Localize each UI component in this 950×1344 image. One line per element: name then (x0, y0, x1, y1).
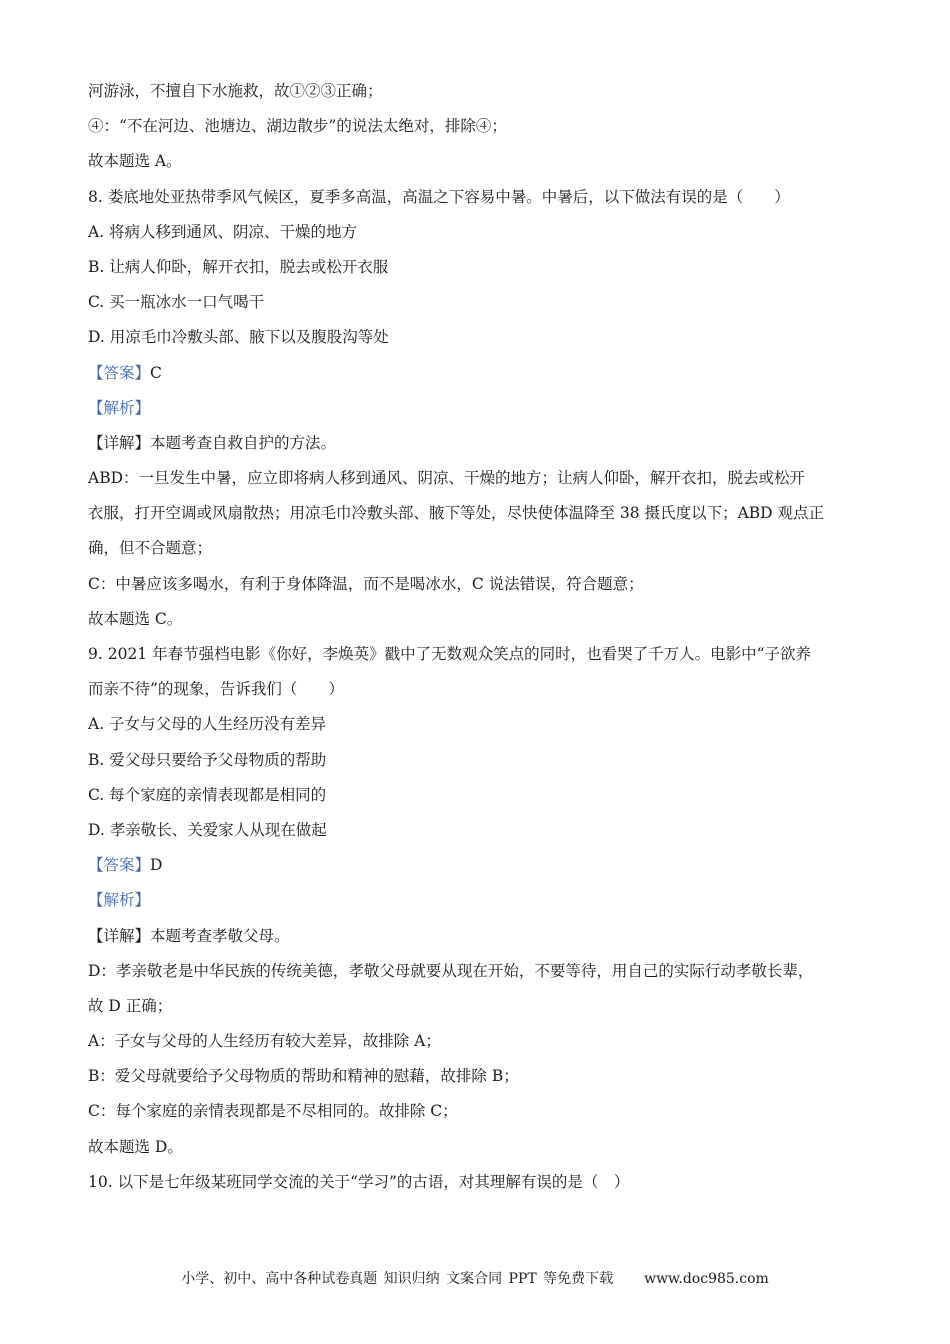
question-8-option-a: A. 将病人移到通风、阴凉、干燥的地方 (88, 222, 358, 241)
question-9-option-b: B. 爱父母只要给予父母物质的帮助 (88, 750, 327, 769)
analysis-tag: 【解析】 (88, 891, 151, 910)
text-line: 确，但不合题意； (88, 539, 213, 558)
question-10-stem: 10. 以下是七年级某班同学交流的关于“学习”的古语，对其理解有误的是（ ） (88, 1172, 630, 1191)
question-8-option-c: C. 买一瓶冰水一口气喝干 (88, 293, 265, 312)
text-line: C：中暑应该多喝水，有利于身体降温，而不是喝冰水，C 说法错误，符合题意； (88, 574, 644, 593)
answer-tag: 【答案】 (88, 363, 151, 382)
question-8-option-d: D. 用凉毛巾冷敷头部、腋下以及腹股沟等处 (88, 328, 389, 347)
text-line: 故本题选 D。 (88, 1137, 183, 1156)
text-line: 河游泳，不擅自下水施救，故①②③正确； (88, 82, 383, 100)
question-9-answer (88, 848, 878, 883)
question-8-answer (88, 356, 878, 391)
question-9-option-d: D. 孝亲敬长、关爱家人从现在做起 (88, 820, 327, 839)
question-9-stem: 9. 2021 年春节强档电影《你好，李焕英》戳中了无数观众笑点的同时，也看哭了千万人。电影中“子欲养 (88, 645, 812, 663)
text-line: B：爱父母就要给予父母物质的帮助和精神的慰藉，故排除 B； (88, 1067, 519, 1086)
question-8-option-b: B. 让病人仰卧，解开衣扣，脱去或松开衣服 (88, 257, 389, 276)
question-9-option-c: C. 每个家庭的亲情表现都是相同的 (88, 785, 327, 804)
page-footer (0, 1268, 950, 1288)
analysis-tag: 【解析】 (88, 398, 151, 417)
text-line: 衣服，打开空调或风扇散热；用凉毛巾冷敷头部、腋下等处，尽快使体温降至 38 摄氏度以下；ABD 观点正 (88, 504, 825, 523)
question-9-option-a: A. 子女与父母的人生经历没有差异 (88, 715, 327, 734)
footer-text: 小学、初中、高中各种试卷真题 知识归纳 文案合同 PPT 等免费下载 (181, 1271, 614, 1287)
question-8-analysis (88, 391, 878, 426)
text-line: C：每个家庭的亲情表现都是不尽相同的。故排除 C； (88, 1102, 458, 1121)
question-8-stem: 8. 娄底地处亚热带季风气候区，夏季多高温，高温之下容易中暑。中暑后，以下做法有误的是（ ） (88, 187, 790, 206)
text-line: 故 D 正确； (88, 996, 173, 1015)
text-line: ④：“不在河边、池塘边、湖边散步”的说法太绝对，排除④； (88, 117, 507, 136)
detail-tag: 【详解】 (88, 926, 151, 945)
question-9-stem-cont: 而亲不待”的现象，告诉我们（ ） (88, 680, 344, 699)
footer-url[interactable]: www.doc985.com (644, 1271, 769, 1287)
question-9-analysis (88, 883, 878, 918)
text-line: 故本题选 C。 (88, 609, 183, 628)
answer-value: D (150, 856, 163, 875)
text-line: ABD：一旦发生中暑，应立即将病人移到通风、阴凉、干燥的地方；让病人仰卧，解开衣扣，脱去或松开 (88, 469, 806, 488)
detail-tag: 【详解】 (88, 433, 151, 452)
text-line: 故本题选 A。 (88, 152, 182, 171)
question-9-detail (88, 919, 878, 954)
detail-text: 本题考查自救自护的方法。 (150, 433, 337, 452)
answer-tag: 【答案】 (88, 856, 151, 875)
question-8-detail (88, 426, 878, 461)
document-body (88, 74, 878, 1200)
answer-value: C (150, 363, 162, 382)
text-line: D：孝亲敬老是中华民族的传统美德，孝敬父母就要从现在开始，不要等待，用自己的实际行动孝敬长辈， (88, 961, 814, 980)
text-line: A：子女与父母的人生经历有较大差异，故排除 A； (88, 1032, 441, 1051)
detail-text: 本题考查孝敬父母。 (150, 926, 290, 945)
